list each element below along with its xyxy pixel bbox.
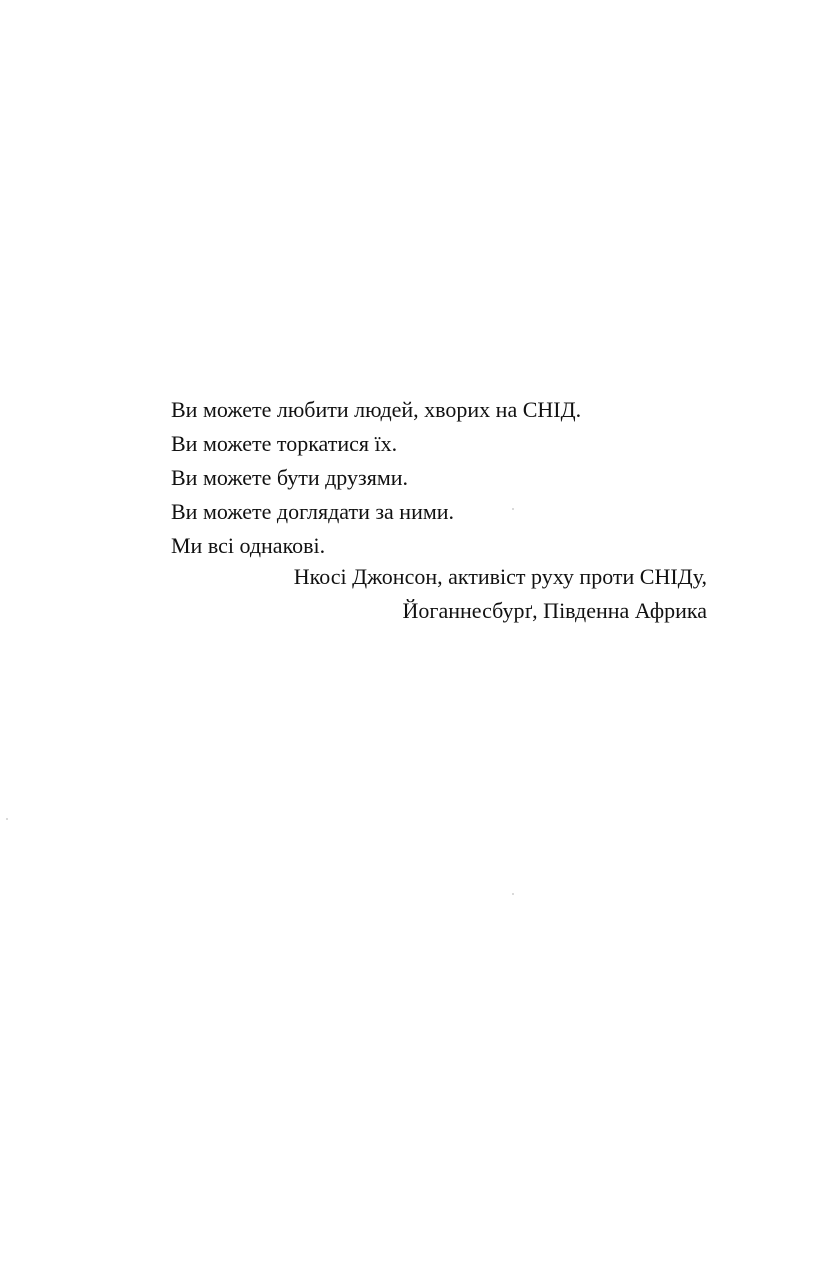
attribution-place: Йоганнесбурґ, Південна Африка xyxy=(402,598,707,623)
epigraph xyxy=(171,393,731,563)
scan-speck xyxy=(512,893,514,895)
scan-speck xyxy=(512,508,514,510)
scan-speck xyxy=(6,818,8,820)
quote-attribution xyxy=(294,560,707,628)
quote-line: Ми всі однакові. xyxy=(171,533,326,558)
quote-line: Ви можете бути друзями. xyxy=(171,465,409,490)
attribution-author: Нкосі Джонсон, активіст руху проти СНІДу, xyxy=(293,564,707,589)
quote-line: Ви можете торкатися їх. xyxy=(171,431,398,456)
quote-line: Ви можете доглядати за ними. xyxy=(171,499,455,524)
quote-line: Ви можете любити людей, хворих на СНІД. xyxy=(171,397,582,422)
